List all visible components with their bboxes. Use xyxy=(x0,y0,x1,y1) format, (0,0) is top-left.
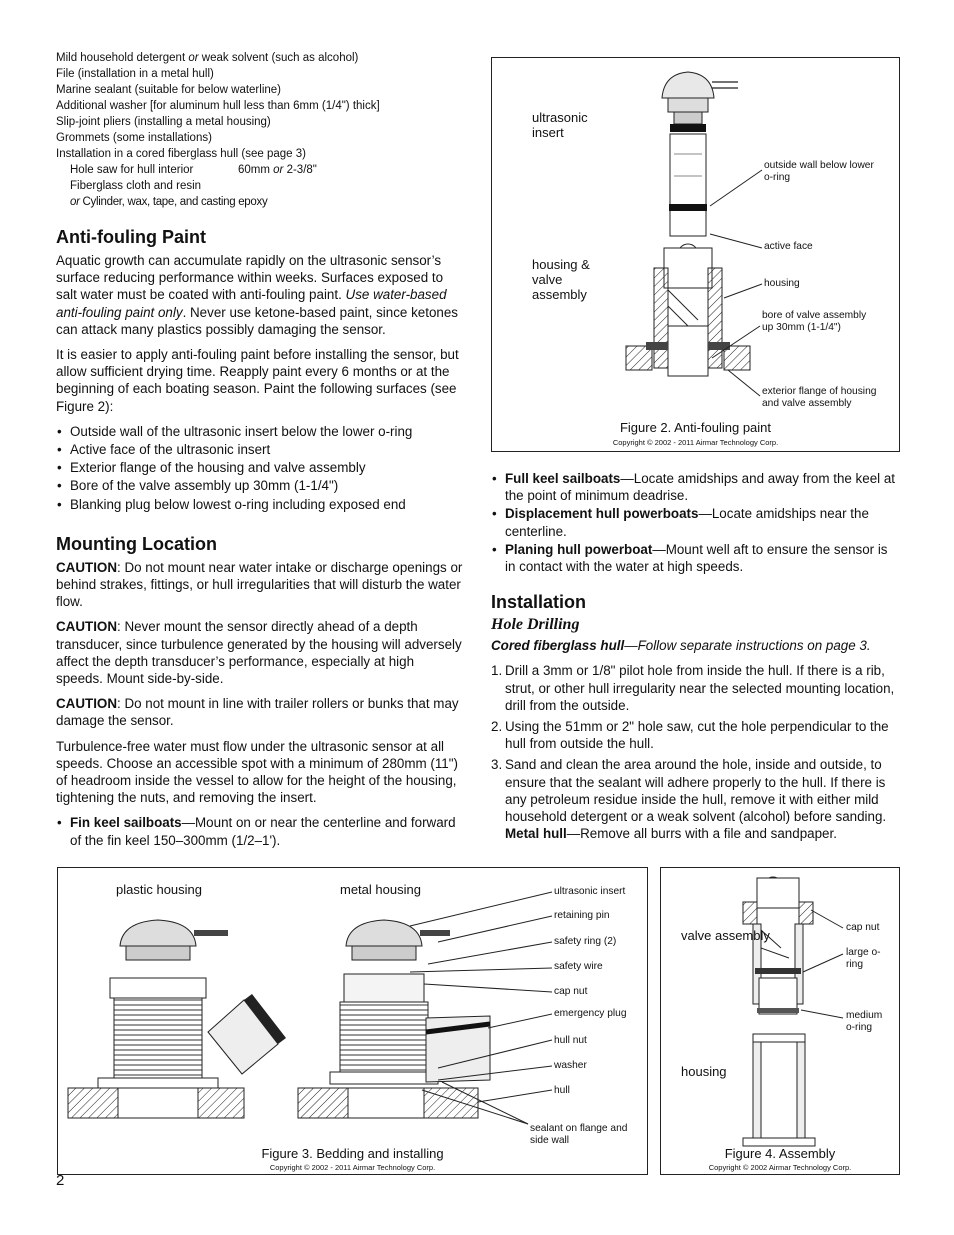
antifouling-paragraph-2: It is easier to apply anti-fouling paint before installing the sensor, but allow sufficient drying time. Reapply paint every 6 months or at the beginning of each boating season. Paint the following surfaces (see Figure 2): xyxy=(56,347,459,414)
list-item: • Bore of the valve assembly up 30mm (1-1/4") xyxy=(56,477,463,494)
callout-bore: bore of valve assembly up 30mm (1-1/4") xyxy=(762,310,867,333)
tools-list-item: Marine sealant (suitable for below waterline) xyxy=(56,84,281,96)
callout-cap-nut: cap nut xyxy=(554,986,588,997)
list-item: • Full keel sailboats—Locate amidships and away from the keel at the point of minimum deadrise. xyxy=(491,470,899,504)
hull-type-bullet-list xyxy=(491,470,899,575)
housing-valve-label: housing & valve assembly xyxy=(532,257,590,302)
figure-2-copyright: Copyright © 2002 - 2011 Airmar Technology Corp. xyxy=(612,438,779,447)
antifouling-heading: Anti-fouling Paint xyxy=(56,227,206,247)
caution-paragraph: CAUTION: Do not mount in line with trailer rollers or bunks that may damage the sensor. xyxy=(56,696,459,729)
page-number: 2 xyxy=(56,1172,65,1189)
callout-outside-wall: outside wall below lower o-ring xyxy=(764,160,874,183)
tools-list-item: Additional washer [for aluminum hull less than 6mm (1/4") thick] xyxy=(56,100,380,112)
installation-steps xyxy=(491,662,899,842)
metal-housing-label: metal housing xyxy=(340,882,421,897)
caution-paragraph: CAUTION: Do not mount near water intake or discharge openings or behind strakes, fittings, or hull irregularities that will disturb the water flow. xyxy=(56,559,463,610)
caution-paragraph: CAUTION: Never mount the sensor directly ahead of a depth transducer, since turbulence generated by the housing will adversely affect the depth transducer’s performance, especially at high speeds. Mount side-by-side. xyxy=(56,619,462,687)
list-item: 1. Drill a 3mm or 1/8" pilot hole from inside the hull. If there is a rib, strut, or other hull irregularity near the selected mounting location, drill from the outside. xyxy=(491,663,895,713)
figure-2 xyxy=(491,57,900,452)
turbulence-paragraph: Turbulence-free water must flow under the ultrasonic sensor at all speeds. Choose an accessible spot with a minimum of 280mm (11") of headroom inside the vessel to allow for the height of the housing, tightening the nuts, and removing the insert. xyxy=(56,738,458,806)
tools-list xyxy=(56,50,463,210)
hole-drilling-subheading: Hole Drilling xyxy=(491,616,580,634)
figure-3-copyright: Copyright © 2002 - 2011 Airmar Technology Corp. xyxy=(269,1163,436,1172)
valve-assembly-label: valve assembly xyxy=(681,928,770,943)
tools-list-item: Installation in a cored fiberglass hull (see page 3) xyxy=(56,148,306,160)
mounting-bullet-list xyxy=(56,814,463,848)
tools-list-item: Grommets (some installations) xyxy=(56,132,212,144)
list-item: • Planing hull powerboat—Mount well aft to ensure the sensor is in contact with the water at high speeds. xyxy=(491,541,899,575)
list-item: • Active face of the ultrasonic insert xyxy=(56,441,463,458)
insert-label: ultrasonic insert xyxy=(532,110,588,140)
callout-ultrasonic-insert: ultrasonic insert xyxy=(554,886,626,897)
callout-hull-nut: hull nut xyxy=(554,1035,587,1046)
callout-sealant: sealant on flange and side wall xyxy=(530,1123,628,1146)
right-column xyxy=(491,470,899,846)
callout-emergency-plug: emergency plug xyxy=(554,1008,627,1019)
callout-active-face: active face xyxy=(764,241,813,252)
callout-flange: exterior flange of housing and valve assembly xyxy=(762,386,877,409)
list-item: • Fin keel sailboats—Mount on or near the centerline and forward of the fin keel 150–300mm (1/2–1'). xyxy=(56,814,463,848)
mounting-heading: Mounting Location xyxy=(56,533,217,554)
callout-medium-o-ring: medium o-ring xyxy=(846,1010,883,1033)
callout-safety-ring: safety ring (2) xyxy=(554,936,617,947)
antifouling-paragraph-1: Aquatic growth can accumulate rapidly on the ultrasonic sensor’s surface reducing performance within weeks. Surfaces exposed to salt water must be coated with anti-fouling paint. Use water-based anti-fouling paint only. Never use ketone-based paint, since ketones can attack many plastics possibly damaging the sensor. xyxy=(56,253,458,337)
list-item: • Outside wall of the ultrasonic insert below the lower o-ring xyxy=(56,423,463,440)
list-item: • Displacement hull powerboats—Locate amidships near the centerline. xyxy=(491,505,899,539)
fiberglass-item: Fiberglass cloth and resin xyxy=(70,180,202,192)
callout-safety-wire: safety wire xyxy=(554,961,603,972)
callout-retaining-pin: retaining pin xyxy=(554,910,610,921)
figure-2-caption: Figure 2. Anti-fouling paint xyxy=(619,420,772,435)
cored-hull-note: Cored fiberglass hull—Follow separate instructions on page 3. xyxy=(491,638,871,654)
installation-heading: Installation xyxy=(491,592,587,613)
cylinder-item: or Cylinder, wax, tape, and casting epoxy xyxy=(70,196,268,208)
tools-list-item: Mild household detergent or weak solvent (such as alcohol) xyxy=(56,52,359,64)
callout-washer: washer xyxy=(554,1060,587,1071)
figure-3-caption: Figure 3. Bedding and installing xyxy=(261,1146,444,1161)
figure-4-copyright: Copyright © 2002 Airmar Technology Corp. xyxy=(708,1163,852,1172)
figure-4 xyxy=(660,867,900,1175)
callout-cap-nut: cap nut xyxy=(846,922,880,933)
callout-hull: hull xyxy=(554,1085,570,1096)
list-item: 2. Using the 51mm or 2" hole saw, cut the hole perpendicular to the hull from outside the hull. xyxy=(491,719,889,752)
callout-large-o-ring: large o-ring xyxy=(846,947,881,970)
left-column xyxy=(56,50,463,857)
callout-housing: housing xyxy=(764,278,800,289)
plastic-housing-label: plastic housing xyxy=(116,882,202,897)
holesaw-item: Hole saw for hull interior 60mm or 2-3/8" xyxy=(70,164,317,176)
list-item: • Blanking plug below lowest o-ring including exposed end xyxy=(56,496,463,513)
figure-4-caption: Figure 4. Assembly xyxy=(724,1146,836,1161)
antifouling-bullet-list xyxy=(56,423,463,513)
figure-3 xyxy=(57,867,648,1175)
housing-label: housing xyxy=(681,1064,727,1079)
list-item: • Exterior flange of the housing and valve assembly xyxy=(56,459,463,476)
tools-list-item: File (installation in a metal hull) xyxy=(56,68,214,80)
tools-list-item: Slip-joint pliers (installing a metal housing) xyxy=(56,116,271,128)
list-item: 3. Sand and clean the area around the hole, inside and outside, to ensure that the sealant will adhere properly to the hull. If there is any petroleum residue inside the hull, remove it with either mild household detergent or a weak solvent (alcohol) before sanding. Metal hull—Remove all burrs with a file and sandpaper. xyxy=(491,757,887,842)
